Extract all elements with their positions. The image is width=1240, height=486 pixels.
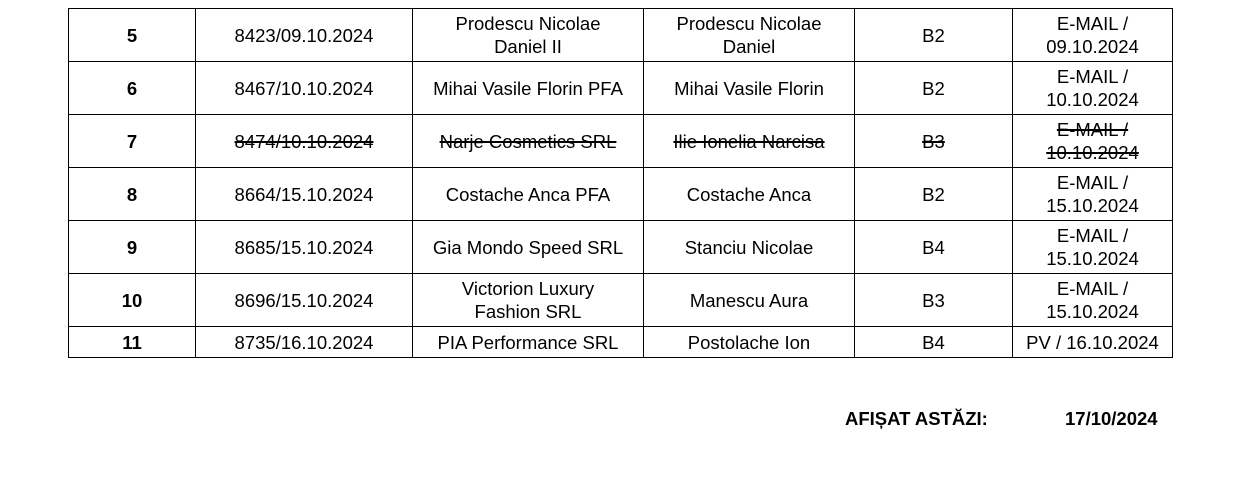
company-name-cell: Costache Anca PFA — [413, 168, 644, 221]
table-row-cancelled — [69, 115, 1173, 168]
person-name-cell: Manescu Aura — [644, 274, 855, 327]
table-row — [69, 9, 1173, 62]
category-cell: B4 — [855, 221, 1013, 274]
person-name-cell: Prodescu Nicolae Daniel — [644, 9, 855, 62]
registration-number-cell: 8423/09.10.2024 — [196, 9, 413, 62]
row-number-cell: 5 — [69, 9, 196, 62]
registration-number-cell: 8735/16.10.2024 — [196, 327, 413, 358]
table-row — [69, 221, 1173, 274]
category-cell: B2 — [855, 168, 1013, 221]
submission-source-cell: E-MAIL / 15.10.2024 — [1013, 221, 1173, 274]
row-number-cell: 7 — [69, 115, 196, 168]
submission-source-cell: E-MAIL / 10.10.2024 — [1013, 115, 1173, 168]
posted-date: 17/10/2024 — [1065, 408, 1158, 429]
posted-today-label: AFIȘAT ASTĂZI: — [845, 408, 988, 429]
registration-number-cell: 8696/15.10.2024 — [196, 274, 413, 327]
person-name-cell: Postolache Ion — [644, 327, 855, 358]
row-number-cell: 8 — [69, 168, 196, 221]
person-name-cell: Mihai Vasile Florin — [644, 62, 855, 115]
row-number-cell: 9 — [69, 221, 196, 274]
registration-number-cell: 8664/15.10.2024 — [196, 168, 413, 221]
company-name-cell: Narje Cosmetics SRL — [413, 115, 644, 168]
registration-number-cell: 8474/10.10.2024 — [196, 115, 413, 168]
table-row — [69, 274, 1173, 327]
company-name-cell: Gia Mondo Speed SRL — [413, 221, 644, 274]
table-row — [69, 168, 1173, 221]
company-name-cell: PIA Performance SRL — [413, 327, 644, 358]
person-name-cell: Ilie Ionelia Narcisa — [644, 115, 855, 168]
applications-table — [68, 8, 1173, 358]
category-cell: B3 — [855, 115, 1013, 168]
submission-source-cell: E-MAIL / 15.10.2024 — [1013, 168, 1173, 221]
company-name-cell: Prodescu Nicolae Daniel II — [413, 9, 644, 62]
table-row — [69, 327, 1173, 358]
person-name-cell: Stanciu Nicolae — [644, 221, 855, 274]
company-name-cell: Mihai Vasile Florin PFA — [413, 62, 644, 115]
registration-number-cell: 8467/10.10.2024 — [196, 62, 413, 115]
category-cell: B4 — [855, 327, 1013, 358]
registration-number-cell: 8685/15.10.2024 — [196, 221, 413, 274]
company-name-cell: Victorion Luxury Fashion SRL — [413, 274, 644, 327]
person-name-cell: Costache Anca — [644, 168, 855, 221]
submission-source-cell: E-MAIL / 10.10.2024 — [1013, 62, 1173, 115]
category-cell: B2 — [855, 62, 1013, 115]
row-number-cell: 6 — [69, 62, 196, 115]
table-row — [69, 62, 1173, 115]
submission-source-cell: E-MAIL / 09.10.2024 — [1013, 9, 1173, 62]
category-cell: B2 — [855, 9, 1013, 62]
row-number-cell: 10 — [69, 274, 196, 327]
submission-source-cell: E-MAIL / 15.10.2024 — [1013, 274, 1173, 327]
category-cell: B3 — [855, 274, 1013, 327]
submission-source-cell: PV / 16.10.2024 — [1013, 327, 1173, 358]
row-number-cell: 11 — [69, 327, 196, 358]
